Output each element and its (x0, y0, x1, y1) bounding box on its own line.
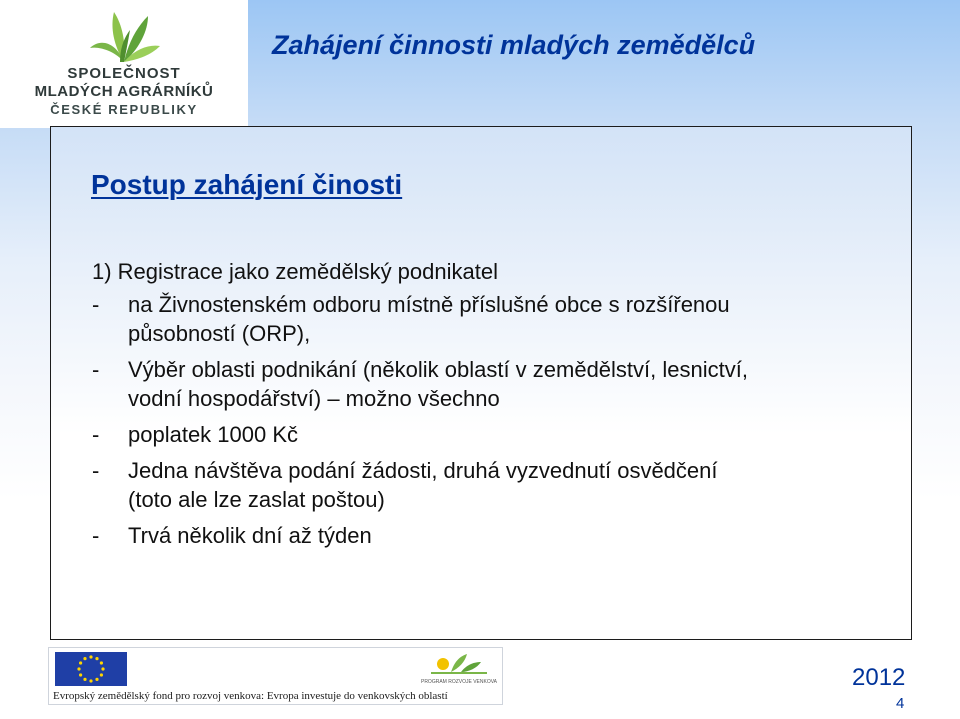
list-item: - poplatek 1000 Kč (92, 422, 299, 447)
list-item: - Výběr oblasti podnikání (několik oblastí v zemědělství, lesnictví, (92, 357, 748, 382)
rural-logo-text: PROGRAM ROZVOJE VENKOVA (421, 679, 497, 685)
section-title: Postup zahájení činosti (91, 169, 403, 200)
list-item-continuation: působností (ORP), (128, 321, 311, 346)
list-item: - Trvá několik dní až týden (92, 523, 372, 548)
logo-line-1: SPOLEČNOST (67, 65, 181, 82)
list-item-continuation: vodní hospodářství) – možno všechno (128, 386, 500, 411)
eu-flag-icon (55, 652, 127, 686)
slide-year: 2012 (852, 664, 906, 691)
company-logo (0, 0, 248, 128)
list-item: - na Živnostenském odboru místně příslušné obce s rozšířenou (92, 292, 730, 317)
slide-title: Zahájení činnosti mladých zemědělců (272, 30, 756, 60)
body-text (92, 255, 902, 552)
page-number: 4 (896, 695, 905, 712)
leaf-logo-icon (86, 8, 162, 64)
list-item: 1) Registrace jako zemědělský podnikatel (92, 259, 498, 284)
content-box (50, 126, 912, 640)
list-item-continuation: (toto ale lze zaslat poštou) (128, 487, 385, 512)
list-item: - Jedna návštěva podání žádosti, druhá vyzvednutí osvědčení (92, 458, 718, 483)
logo-text (0, 66, 248, 116)
logo-line-2: MLADÝCH AGRÁRNÍKŮ (34, 83, 214, 100)
footer-caption: Evropský zemědělský fond pro rozvoj venkova: Evropa investuje do venkovských oblastí (53, 690, 448, 702)
logo-line-3: ČESKÉ REPUBLIKY (50, 102, 198, 117)
eu-funding-banner (48, 647, 503, 705)
rural-development-logo-icon (421, 650, 497, 688)
